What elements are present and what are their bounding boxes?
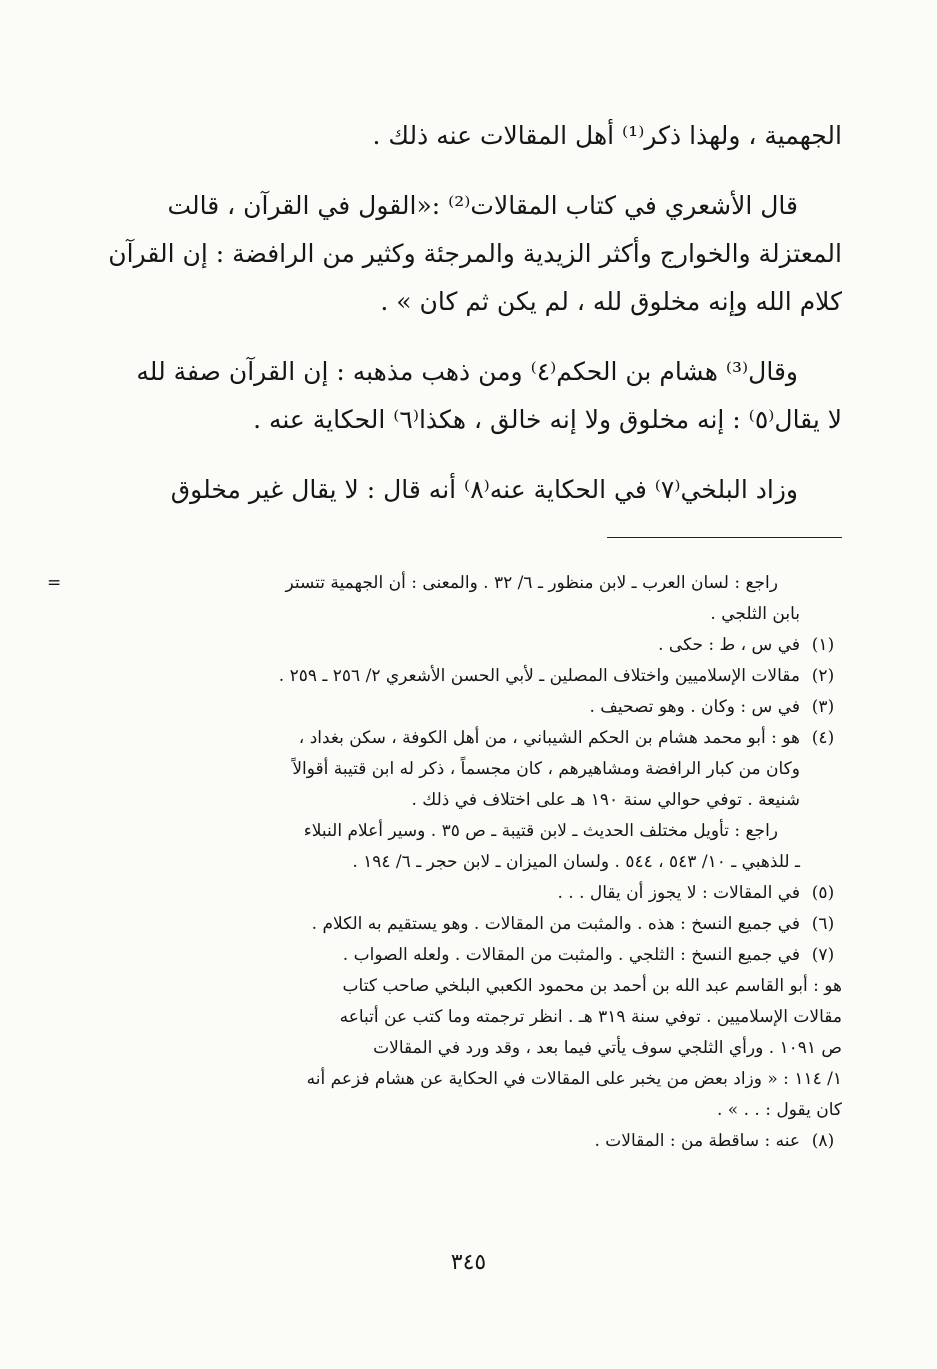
paragraph-1 [97,112,842,160]
paragraph-2 [97,182,842,326]
footnote-6 [97,909,842,940]
text-line: لا يقال⁽٥⁾ : إنه مخلوق ولا إنه خالق ، هكذا⁽٦⁾ الحكاية عنه . [253,405,842,434]
text-line: قال الأشعري في كتاب المقالات⁽²⁾ :«القول في القرآن ، قالت [167,191,798,220]
footnote-line: راجع : تأويل مختلف الحديث ـ لابن قتيبة ـ ص ٣٥ . وسير أعلام النبلاء [303,821,778,841]
paragraph-4 [97,466,842,514]
footnote-number: (٤) [811,728,835,748]
text-line: وزاد البلخي⁽٧⁾ في الحكاية عنه⁽٨⁾ أنه قال : لا يقال غير مخلوق [170,475,798,504]
footnote-line: كان يقول : . . » . [717,1100,842,1120]
footnote-line: شنيعة . توفي حوالي سنة ١٩٠ هـ على اختلاف في ذلك . [411,790,800,810]
footnote-line: راجع : لسان العرب ـ لابن منظور ـ ٦/ ٣٢ . والمعنى : أن الجهمية تتستر [285,573,778,593]
footnote-line: في س : وكان . وهو تصحيف . [589,697,800,717]
footnote-number: (٣) [811,697,835,717]
text-line: المعتزلة والخوارج وأكثر الزيدية والمرجئة وكثير من الرافضة : إن القرآن [108,239,842,268]
footnote-number: (٨) [811,1131,835,1151]
footnote-line: عنه : ساقطة من : المقالات . [594,1131,800,1151]
footnote-7 [97,940,842,1126]
footnote-line: وكان من كبار الرافضة ومشاهيرهم ، كان مجسماً ، ذكر له ابن قتيبة أقوالاً [292,759,800,779]
footnote-line: ص ١٠٩١ . ورأي الثلجي سوف يأتي فيما بعد ، وقد ورد في المقالات [373,1038,842,1058]
footnote-number: (٢) [811,666,835,686]
footnote-5 [97,878,842,909]
footnote-4 [97,723,842,878]
paragraph-3 [97,348,842,444]
main-text [97,112,842,536]
footnote-continuation [47,568,842,630]
footnote-separator [607,537,842,538]
text-line: الجهمية ، ولهذا ذكر⁽¹⁾ أهل المقالات عنه ذلك . [372,121,842,150]
footnote-8 [97,1126,842,1157]
continuation-marker: = [47,573,62,593]
page-number: ٣٤٥ [450,1250,487,1275]
footnote-number: (٥) [811,883,835,903]
footnote-line: في المقالات : لا يجوز أن يقال . . . [557,883,800,903]
footnote-number: (٧) [811,945,835,965]
footnote-number: (٦) [811,914,835,934]
footnote-line: في جميع النسخ : الثلجي . والمثبت من المقالات . ولعله الصواب . [342,945,800,965]
text-line: كلام الله وإنه مخلوق لله ، لم يكن ثم كان » . [380,287,842,316]
footnote-line: ـ للذهبي ـ ١٠/ ٥٤٣ ، ٥٤٤ . ولسان الميزان ـ لابن حجر ـ ٦/ ١٩٤ . [352,852,800,872]
footnote-line: بابن الثلجي . [710,604,800,624]
footnote-1 [97,630,842,661]
footnote-line: في جميع النسخ : هذه . والمثبت من المقالات . وهو يستقيم به الكلام . [311,914,800,934]
footnote-number: (١) [811,635,835,655]
footnote-line: ١/ ١١٤ : « وزاد بعض من يخبر على المقالات في الحكاية عن هشام فزعم أنه [306,1069,842,1089]
footnote-2 [97,661,842,692]
footnote-line: مقالات الإسلاميين واختلاف المصلين ـ لأبي الحسن الأشعري ٢/ ٢٥٦ ـ ٢٥٩ . [278,666,800,686]
footnotes [47,568,842,1157]
footnote-line: هو : أبو القاسم عبد الله بن أحمد بن محمود الكعبي البلخي صاحب كتاب [342,976,842,996]
footnote-line: في س ، ط : حكى . [658,635,800,655]
text-line: وقال⁽³⁾ هشام بن الحكم⁽٤⁾ ومن ذهب مذهبه : إن القرآن صفة لله [136,357,798,386]
footnote-line: مقالات الإسلاميين . توفي سنة ٣١٩ هـ . انظر ترجمته وما كتب عن أتباعه [339,1007,842,1027]
footnote-line: هو : أبو محمد هشام بن الحكم الشيباني ، من أهل الكوفة ، سكن بغداد ، [298,728,800,748]
footnote-3 [97,692,842,723]
